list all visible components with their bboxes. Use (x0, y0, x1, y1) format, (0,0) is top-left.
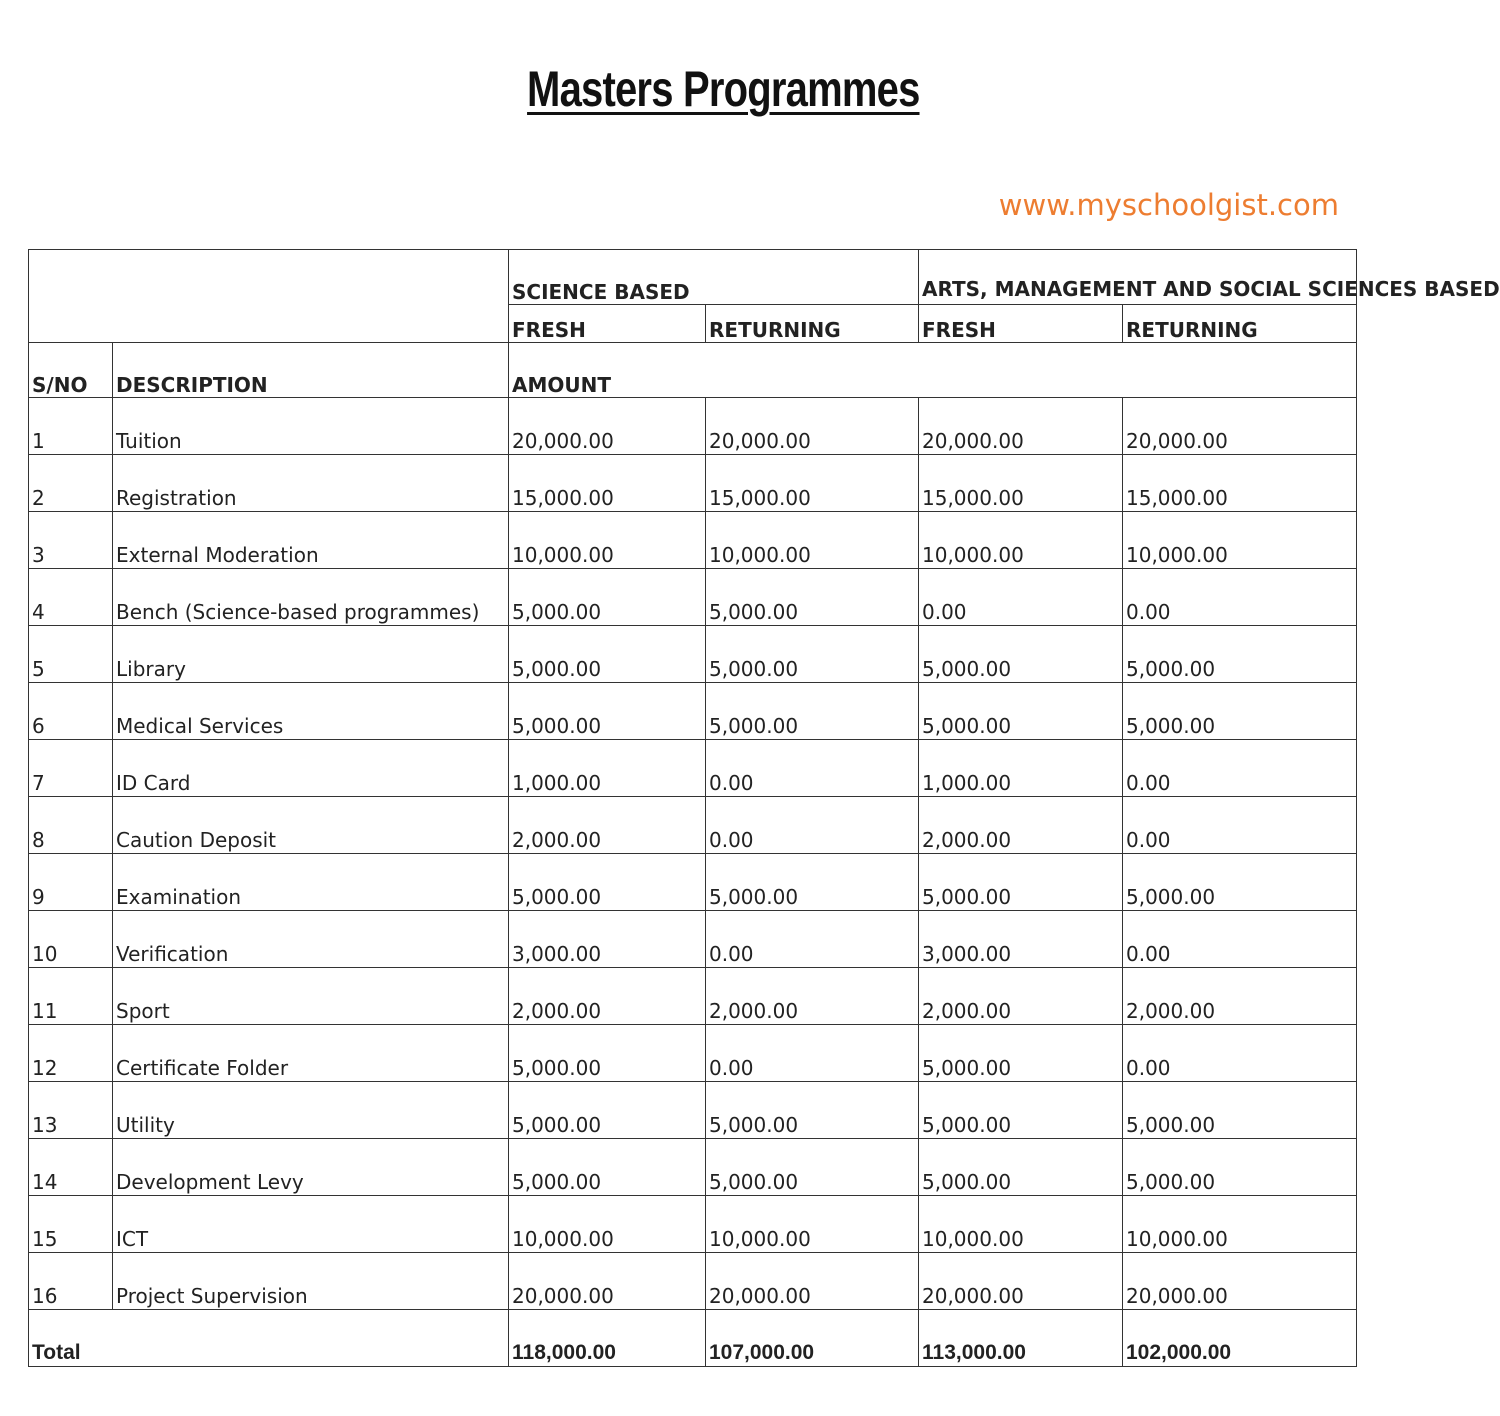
sci-returning-cell: 5,000.00 (706, 1082, 919, 1139)
arts-returning-cell: 10,000.00 (1123, 1196, 1357, 1253)
sci-returning-header: RETURNING (706, 305, 919, 343)
sci-fresh-cell: 5,000.00 (509, 683, 706, 740)
total-arts-returning-cell: 102,000.00 (1123, 1310, 1357, 1367)
table-row (29, 455, 1357, 512)
sci-fresh-cell: 2,000.00 (509, 797, 706, 854)
arts-returning-cell: 0.00 (1123, 911, 1357, 968)
arts-returning-cell: 20,000.00 (1123, 398, 1357, 455)
description-cell: Caution Deposit (113, 797, 509, 854)
sci-fresh-cell: 10,000.00 (509, 512, 706, 569)
table-row (29, 683, 1357, 740)
description-cell: Examination (113, 854, 509, 911)
sno-cell: 11 (29, 968, 113, 1025)
table-row (29, 797, 1357, 854)
arts-fresh-cell: 2,000.00 (919, 797, 1123, 854)
table-row (29, 1025, 1357, 1082)
description-cell: External Moderation (113, 512, 509, 569)
sci-fresh-cell: 3,000.00 (509, 911, 706, 968)
page-title-wrap (0, 60, 1447, 118)
description-header: DESCRIPTION (113, 343, 509, 398)
total-row (29, 1310, 1357, 1367)
sno-cell: 3 (29, 512, 113, 569)
sci-returning-cell: 20,000.00 (706, 398, 919, 455)
sno-cell: 13 (29, 1082, 113, 1139)
sci-returning-cell: 0.00 (706, 797, 919, 854)
arts-fresh-cell: 5,000.00 (919, 1082, 1123, 1139)
description-cell: Utility (113, 1082, 509, 1139)
arts-returning-cell: 2,000.00 (1123, 968, 1357, 1025)
arts-fresh-cell: 20,000.00 (919, 398, 1123, 455)
sci-fresh-cell: 15,000.00 (509, 455, 706, 512)
description-cell: Verification (113, 911, 509, 968)
sno-cell: 1 (29, 398, 113, 455)
sci-fresh-cell: 20,000.00 (509, 398, 706, 455)
group-header-row (29, 250, 1357, 305)
description-cell: ICT (113, 1196, 509, 1253)
sci-returning-cell: 10,000.00 (706, 1196, 919, 1253)
arts-fresh-cell: 10,000.00 (919, 1196, 1123, 1253)
arts-fresh-cell: 1,000.00 (919, 740, 1123, 797)
table-row (29, 1082, 1357, 1139)
amount-header: AMOUNT (509, 343, 1357, 398)
arts-returning-cell: 5,000.00 (1123, 1082, 1357, 1139)
description-cell: Development Levy (113, 1139, 509, 1196)
total-label: Total (29, 1310, 509, 1367)
table-row (29, 911, 1357, 968)
science-group-header: SCIENCE BASED (509, 250, 919, 305)
arts-returning-cell: 5,000.00 (1123, 683, 1357, 740)
description-cell: ID Card (113, 740, 509, 797)
arts-group-header: ARTS, MANAGEMENT AND SOCIAL SCIENCES BASED (919, 250, 1357, 305)
sci-returning-cell: 10,000.00 (706, 512, 919, 569)
sci-returning-cell: 0.00 (706, 740, 919, 797)
description-cell: Project Supervision (113, 1253, 509, 1310)
arts-fresh-cell: 5,000.00 (919, 683, 1123, 740)
sci-fresh-cell: 5,000.00 (509, 1025, 706, 1082)
sno-cell: 4 (29, 569, 113, 626)
sci-fresh-cell: 2,000.00 (509, 968, 706, 1025)
description-cell: Certificate Folder (113, 1025, 509, 1082)
sno-cell: 2 (29, 455, 113, 512)
fees-table (28, 249, 1500, 1367)
description-cell: Sport (113, 968, 509, 1025)
arts-returning-cell: 5,000.00 (1123, 854, 1357, 911)
arts-returning-cell: 10,000.00 (1123, 512, 1357, 569)
arts-returning-cell: 5,000.00 (1123, 1139, 1357, 1196)
arts-fresh-cell: 5,000.00 (919, 854, 1123, 911)
arts-fresh-cell: 5,000.00 (919, 1139, 1123, 1196)
column-label-row (29, 343, 1357, 398)
fees-table-body (29, 250, 1500, 1367)
arts-fresh-cell: 0.00 (919, 569, 1123, 626)
sno-cell: 9 (29, 854, 113, 911)
total-sci-fresh-cell: 118,000.00 (509, 1310, 706, 1367)
description-cell: Bench (Science-based programmes) (113, 569, 509, 626)
table-row (29, 626, 1357, 683)
sci-returning-cell: 20,000.00 (706, 1253, 919, 1310)
arts-returning-cell: 0.00 (1123, 740, 1357, 797)
sno-cell: 8 (29, 797, 113, 854)
sno-cell: 7 (29, 740, 113, 797)
sci-fresh-cell: 5,000.00 (509, 1082, 706, 1139)
arts-fresh-cell: 10,000.00 (919, 512, 1123, 569)
description-cell: Library (113, 626, 509, 683)
arts-returning-cell: 0.00 (1123, 797, 1357, 854)
arts-fresh-cell: 3,000.00 (919, 911, 1123, 968)
arts-returning-cell: 20,000.00 (1123, 1253, 1357, 1310)
table-row (29, 968, 1357, 1025)
sno-cell: 5 (29, 626, 113, 683)
table-row (29, 512, 1357, 569)
header-blank-cell (29, 250, 509, 343)
arts-returning-cell: 0.00 (1123, 1025, 1357, 1082)
arts-returning-header: RETURNING (1123, 305, 1357, 343)
sci-returning-cell: 5,000.00 (706, 854, 919, 911)
description-cell: Medical Services (113, 683, 509, 740)
sno-header: S/NO (29, 343, 113, 398)
sci-returning-cell: 15,000.00 (706, 455, 919, 512)
arts-returning-cell: 0.00 (1123, 569, 1357, 626)
arts-returning-cell: 5,000.00 (1123, 626, 1357, 683)
sci-returning-cell: 5,000.00 (706, 1139, 919, 1196)
sno-cell: 10 (29, 911, 113, 968)
description-cell: Tuition (113, 398, 509, 455)
table-row (29, 854, 1357, 911)
sci-returning-cell: 5,000.00 (706, 683, 919, 740)
arts-returning-cell: 15,000.00 (1123, 455, 1357, 512)
total-arts-fresh-cell: 113,000.00 (919, 1310, 1123, 1367)
table-row (29, 569, 1357, 626)
arts-fresh-cell: 2,000.00 (919, 968, 1123, 1025)
sci-fresh-cell: 5,000.00 (509, 854, 706, 911)
sci-returning-cell: 0.00 (706, 1025, 919, 1082)
table-row (29, 740, 1357, 797)
website-link[interactable]: www.myschoolgist.com (998, 188, 1339, 222)
sci-fresh-cell: 5,000.00 (509, 1139, 706, 1196)
sno-cell: 6 (29, 683, 113, 740)
sci-fresh-cell: 5,000.00 (509, 626, 706, 683)
arts-fresh-cell: 5,000.00 (919, 1025, 1123, 1082)
sci-returning-cell: 2,000.00 (706, 968, 919, 1025)
page-title: Masters Programmes (527, 61, 920, 117)
sci-fresh-cell: 5,000.00 (509, 569, 706, 626)
sci-returning-cell: 5,000.00 (706, 626, 919, 683)
total-sci-returning-cell: 107,000.00 (706, 1310, 919, 1367)
arts-fresh-cell: 15,000.00 (919, 455, 1123, 512)
arts-fresh-cell: 5,000.00 (919, 626, 1123, 683)
sci-fresh-cell: 1,000.00 (509, 740, 706, 797)
sno-cell: 14 (29, 1139, 113, 1196)
table-row (29, 398, 1357, 455)
sno-cell: 15 (29, 1196, 113, 1253)
sci-returning-cell: 5,000.00 (706, 569, 919, 626)
table-row (29, 1139, 1357, 1196)
sci-returning-cell: 0.00 (706, 911, 919, 968)
table-row (29, 1253, 1357, 1310)
sno-cell: 16 (29, 1253, 113, 1310)
description-cell: Registration (113, 455, 509, 512)
sci-fresh-cell: 20,000.00 (509, 1253, 706, 1310)
arts-fresh-cell: 20,000.00 (919, 1253, 1123, 1310)
sci-fresh-cell: 10,000.00 (509, 1196, 706, 1253)
table-row (29, 1196, 1357, 1253)
arts-fresh-header: FRESH (919, 305, 1123, 343)
sno-cell: 12 (29, 1025, 113, 1082)
sci-fresh-header: FRESH (509, 305, 706, 343)
